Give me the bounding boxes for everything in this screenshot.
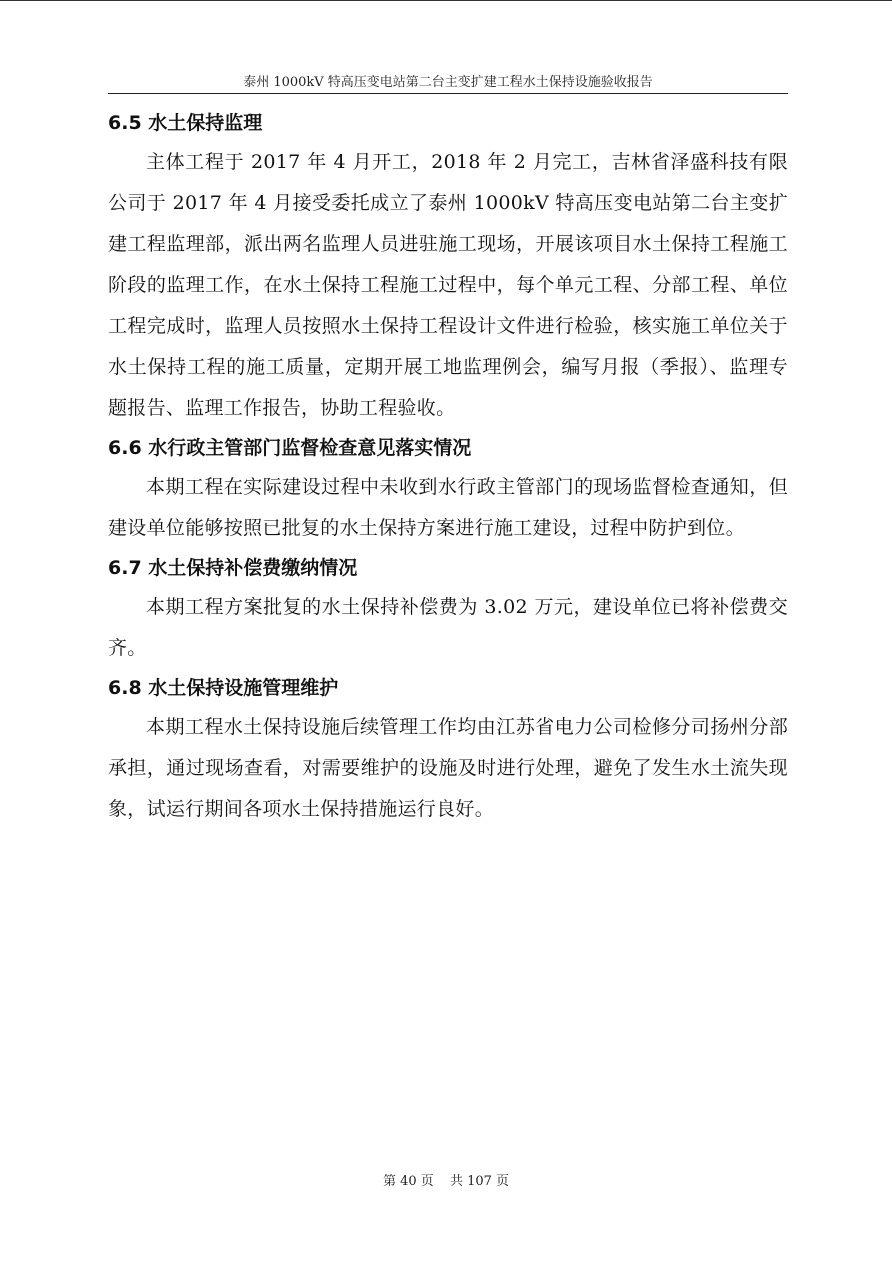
section-6-7: [108, 549, 788, 669]
section-heading: 6.7 水土保持补偿费缴纳情况: [108, 557, 358, 579]
running-header: 泰州 1000kV 特高压变电站第二台主变扩建工程水土保持设施验收报告: [243, 75, 653, 90]
page-top-border: [0, 0, 892, 1]
section-paragraph: 本期工程在实际建设过程中未收到水行政主管部门的现场监督检查通知，但建设单位能够按照已批复的水土保持方案进行施工建设，过程中防护到位。: [108, 476, 788, 539]
section-heading: 6.8 水土保持设施管理维护: [108, 677, 339, 699]
section-6-5: [108, 104, 788, 429]
section-paragraph: 本期工程水土保持设施后续管理工作均由江苏省电力公司检修分司扬州分部承担，通过现场查看，对需要维护的设施及时进行处理，避免了发生水土流失现象，试运行期间各项水土保持措施运行良好。: [108, 716, 788, 820]
section-heading: 6.6 水行政主管部门监督检查意见落实情况: [108, 437, 472, 459]
section-6-8: [108, 669, 788, 830]
page-footer: [0, 1170, 892, 1189]
section-6-6: [108, 429, 788, 549]
section-paragraph: 主体工程于 2017 年 4 月开工，2018 年 2 月完工，吉林省泽盛科技有限公司于 2017 年 4 月接受委托成立了泰州 1000kV 特高压变电站第二台主变扩建工程监理部，派出两名监理人员进驻施工现场，开展该项目水土保持工程施工阶段的监理工作，在水土保持工程施工过程中，每个单元工程、分部工程、单位工程完成时，监理人员按照水土保持工程设计文件进行检验，核实施工单位关于水土保持工程的施工质量，定期开展工地监理例会，编写月报（季报）、监理专题报告、监理工作报告，协助工程验收。: [108, 151, 788, 419]
header-divider: [108, 93, 788, 94]
section-heading: 6.5 水土保持监理: [108, 112, 263, 134]
document-body: [108, 104, 788, 830]
section-paragraph: 本期工程方案批复的水土保持补偿费为 3.02 万元，建设单位已将补偿费交齐。: [108, 596, 788, 659]
page-total: 共 107 页: [449, 1174, 510, 1189]
page-number: 第 40 页: [382, 1174, 434, 1189]
